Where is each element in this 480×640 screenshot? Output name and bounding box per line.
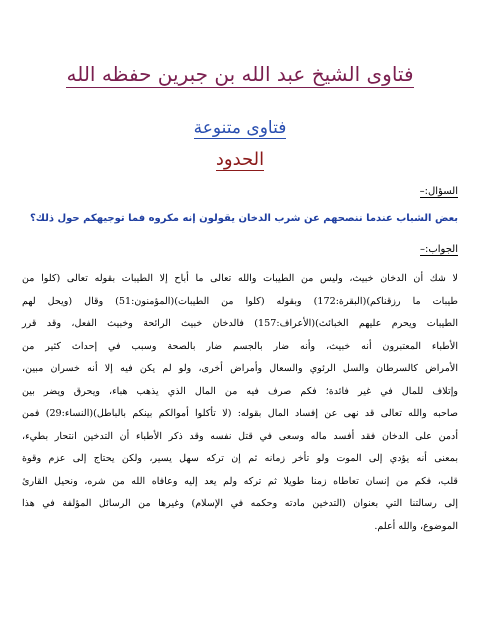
main-title-text: فتاوى الشيخ عبد الله بن جبرين حفظه الله bbox=[66, 62, 414, 86]
answer-body bbox=[22, 268, 458, 538]
main-title bbox=[0, 62, 480, 86]
answer-label-text: الجواب:– bbox=[419, 244, 458, 255]
topic-title bbox=[0, 149, 480, 170]
answer-line: صاحبه والله تعالى قد نهى عن إفساد المال بقوله: (لا تأكلوا أموالكم بينكم بالباطل)(النساء:29) فمن bbox=[22, 408, 458, 419]
answer-line: إلى رسالتنا التي بعنوان (التدخين مادته وحكمه في الإسلام) وغيرها من الرسائل المؤلفة في هذا bbox=[22, 498, 458, 509]
sub-title-text: فتاوى متنوعة bbox=[193, 118, 287, 138]
sub-title bbox=[0, 118, 480, 138]
answer-line: الطيبات ويحرم عليهم الخبائث)(الأعراف:157) فالدخان خبيث الرائحة وخبيث الفعل، وقد قرر bbox=[22, 318, 459, 329]
answer-label bbox=[420, 244, 458, 255]
answer-line: أدمن على الدخان فقد أفسد ماله وسعى في قتل نفسه وقد ذكر الأطباء أن التدخين انتحار بطيء، bbox=[22, 430, 458, 442]
answer-line: الموضوع، والله أعلم. bbox=[374, 520, 458, 532]
answer-line: وإتلاف للمال في غير فائدة؛ فكم صرف فيه من المال الذي يذهب هباء، ويحرق ويضر بين bbox=[22, 385, 458, 397]
answer-line: طيبات ما رزقناكم)(البقرة:172) وبقوله (كلوا من الطيبات)(المؤمنون:51) وقال (ويحل لهم bbox=[22, 295, 458, 307]
question-label-text: السؤال:– bbox=[419, 186, 458, 197]
answer-line: بمعنى أنه يؤدي إلى الموت ولو تأخر زمانه ثم إن تركه سهل يسير، ولكن يحتاج إلى عزم وقوة bbox=[22, 453, 458, 464]
answer-line: لا شك أن الدخان خبيث، وليس من الطيبات والله تعالى ما أباح إلا الطيبات بقوله تعالى (كلوا من bbox=[22, 273, 458, 284]
answer-line: الأمراض كالسرطان والسل الرئوي والسعال وأمراض أخرى، ولو لم يكن فيه إلا أنه خسران مبين، bbox=[22, 363, 458, 374]
question-text: بعض الشباب عندما ننصحهم عن شرب الدخان يقولون إنه مكروه فما توجيهكم حول ذلك؟ bbox=[29, 213, 458, 224]
answer-line: الأطباء المعتبرون أنه خبيث، وأنه ضار بالجسم ضار بالصحة وسبب في إحداث كثير من bbox=[22, 340, 458, 352]
question-label bbox=[420, 186, 458, 197]
topic-title-text: الحدود bbox=[215, 149, 265, 170]
answer-line: قلب، فكم من إنسان تعاطاه زمنا طويلا ثم تركه ولم يعد إليه وعافاه الله من شره، ونحيل القارئ bbox=[22, 475, 458, 487]
